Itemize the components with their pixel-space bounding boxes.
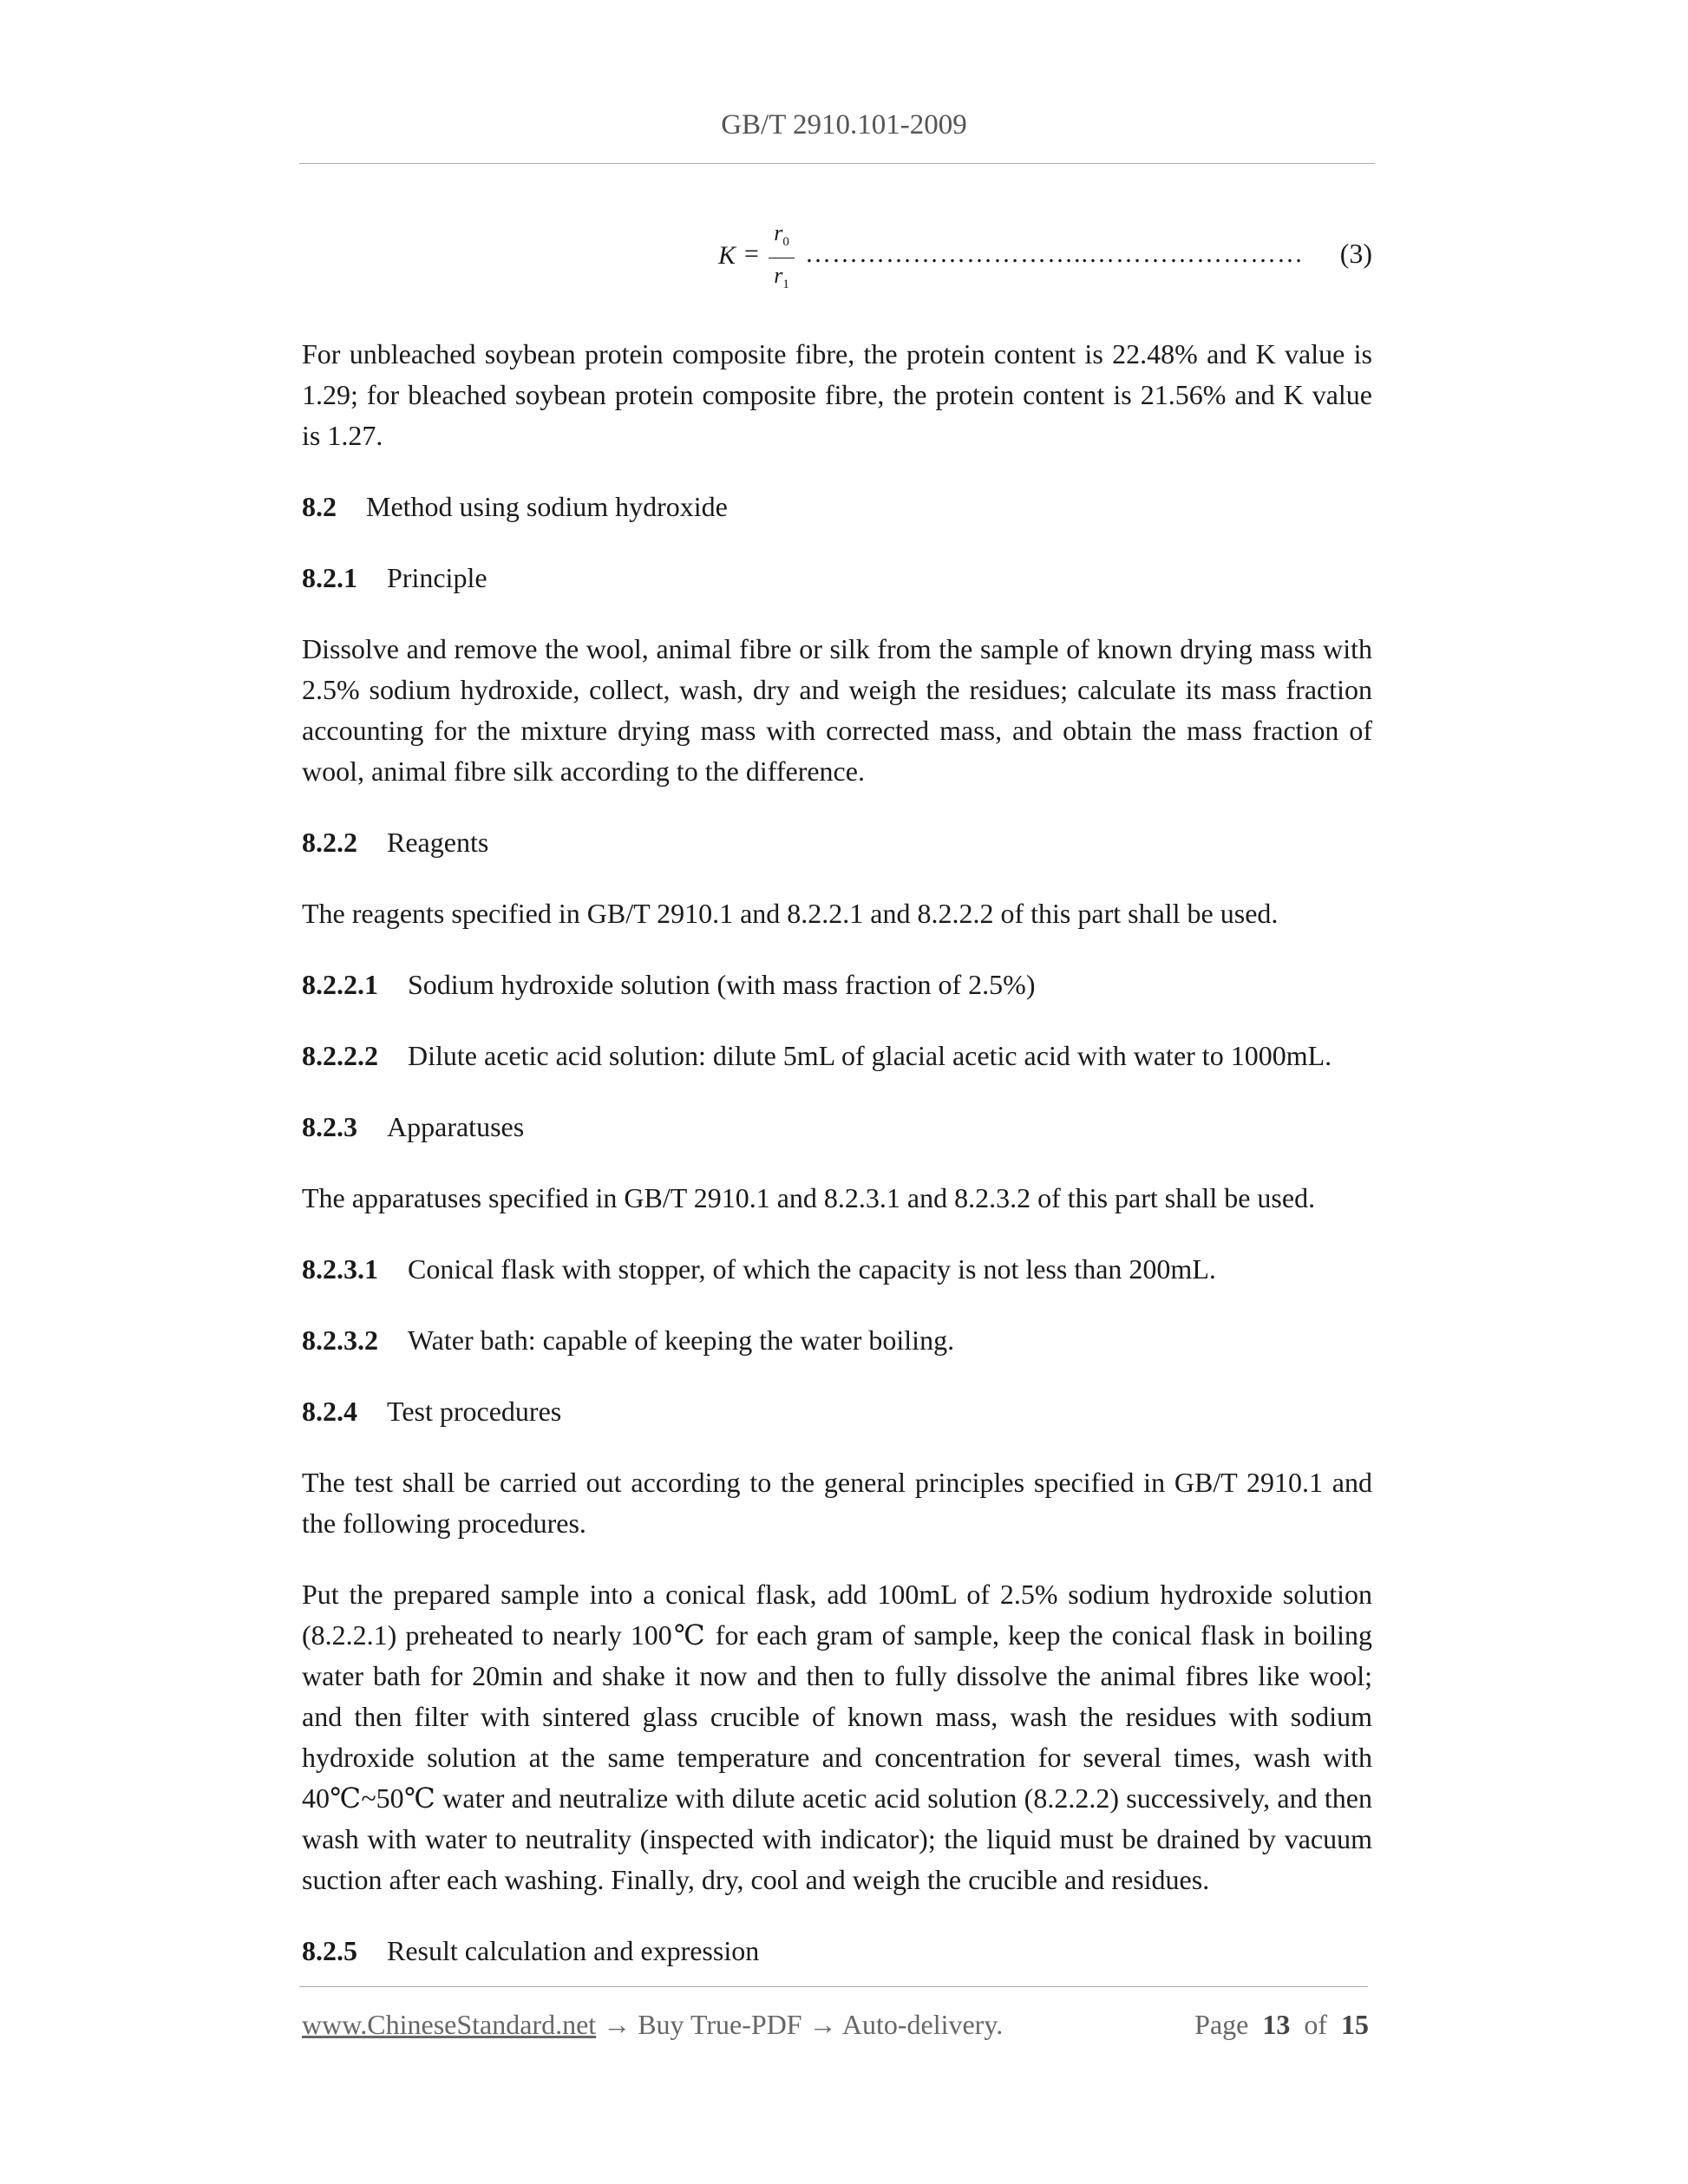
page-content: [302, 221, 1372, 2002]
formula-number: (3): [1339, 238, 1372, 269]
section-title: Result calculation and expression: [387, 1935, 760, 1966]
page-footer: [302, 2009, 1369, 2041]
total-pages: 15: [1341, 2009, 1369, 2040]
section-title: Conical flask with stopper, of which the capacity is not less than 200mL.: [408, 1253, 1216, 1285]
paragraph-apparatuses: The apparatuses specified in GB/T 2910.1 and 8.2.3.1 and 8.2.3.2 of this part shall be used.: [302, 1182, 1316, 1213]
paragraph-test-general: The test shall be carried out according to the general principles specified in GB/T 2910.1 and the following procedures.: [302, 1467, 1372, 1539]
formula-lhs: K: [718, 241, 736, 270]
section-number: 8.2.2: [302, 827, 357, 858]
paragraph-test-procedure: Put the prepared sample into a conical flask, add 100mL of 2.5% sodium hydroxide solution (8.2.2.1) preheated to nearly 100℃ for each gram of sample, keep the conical flask in boiling water bath for 20min and shake it now and then to fully dissolve the animal fibres like wool; and then filter with sintered glass crucible of known mass, wash the residues with sodium hydroxide solution at the same temperature and concentration for several times, wash with 40℃~50℃ water and neutralize with dilute acetic acid solution (8.2.2.2) successively, and then wash with water to neutrality (inspected with indicator); the liquid must be drained by vacuum suction after each washing. Finally, dry, cool and weigh the crucible and residues.: [302, 1579, 1372, 1895]
formula-fraction: [769, 221, 795, 297]
header-divider: [299, 163, 1375, 164]
section-number: 8.2.4: [302, 1396, 357, 1427]
section-title: Principle: [387, 562, 487, 593]
heading-8-2-5: [302, 1931, 1372, 1971]
formula-denominator: $r_1$: [774, 263, 789, 292]
current-page: 13: [1262, 2009, 1291, 2040]
section-number: 8.2.3.1: [302, 1253, 378, 1285]
section-title: Sodium hydroxide solution (with mass fraction of 2.5%): [408, 969, 1036, 1000]
section-number: 8.2.3: [302, 1111, 357, 1142]
section-title: Apparatuses: [387, 1111, 525, 1142]
heading-8-2-1: [302, 558, 1372, 598]
section-title: Method using sodium hydroxide: [366, 491, 728, 522]
section-title: Reagents: [387, 827, 489, 858]
heading-8-2-2-2: [302, 1036, 1372, 1076]
section-number: 8.2: [302, 491, 337, 522]
heading-8-2: [302, 487, 1372, 527]
heading-8-2-2: [302, 822, 1372, 863]
header-title: GB/T 2910.101-2009: [721, 109, 967, 141]
section-number: 8.2.1: [302, 562, 357, 593]
heading-8-2-3-1: [302, 1249, 1372, 1290]
page-number: Page 13 of 15: [1194, 2009, 1369, 2040]
heading-8-2-3-2: [302, 1320, 1372, 1361]
paragraph-k-values: For unbleached soybean protein composite fibre, the protein content is 22.48% and K value is 1.29; for bleached soybean protein composite fibre, the protein content is 21.56% and K value is 1.27.: [302, 338, 1372, 451]
heading-8-2-4: [302, 1391, 1372, 1432]
website-link[interactable]: www.ChineseStandard.net: [302, 2009, 597, 2040]
footer-divider: [299, 1986, 1368, 1987]
section-title: Dilute acetic acid solution: dilute 5mL of glacial acetic acid with water to 1000mL.: [408, 1040, 1332, 1071]
section-number: 8.2.2.1: [302, 969, 378, 1000]
section-title: Water bath: capable of keeping the water boiling.: [408, 1324, 955, 1356]
footer-tagline: → Buy True-PDF → Auto-delivery.: [596, 2009, 1004, 2040]
section-number: 8.2.2.2: [302, 1040, 378, 1071]
paragraph-reagents: The reagents specified in GB/T 2910.1 and 8.2.2.1 and 8.2.2.2 of this part shall be used.: [302, 898, 1279, 929]
heading-8-2-2-1: [302, 964, 1372, 1005]
section-number: 8.2.5: [302, 1935, 357, 1966]
formula-equals: =: [744, 239, 759, 268]
heading-8-2-3: [302, 1107, 1372, 1148]
section-number: 8.2.3.2: [302, 1324, 378, 1356]
formula-leader-dots: …………………………..……………………: [805, 239, 1304, 268]
paragraph-principle: Dissolve and remove the wool, animal fibre or silk from the sample of known drying mass with 2.5% sodium hydroxide, collect, wash, dry and weigh the residues; calculate its mass fraction accounting for the mixture drying mass with corrected mass, and obtain the mass fraction of wool, animal fibre silk according to the difference.: [302, 633, 1372, 787]
section-title: Test procedures: [387, 1396, 562, 1427]
formula-3: [302, 221, 1372, 301]
formula-numerator: $r_0$: [769, 221, 795, 258]
